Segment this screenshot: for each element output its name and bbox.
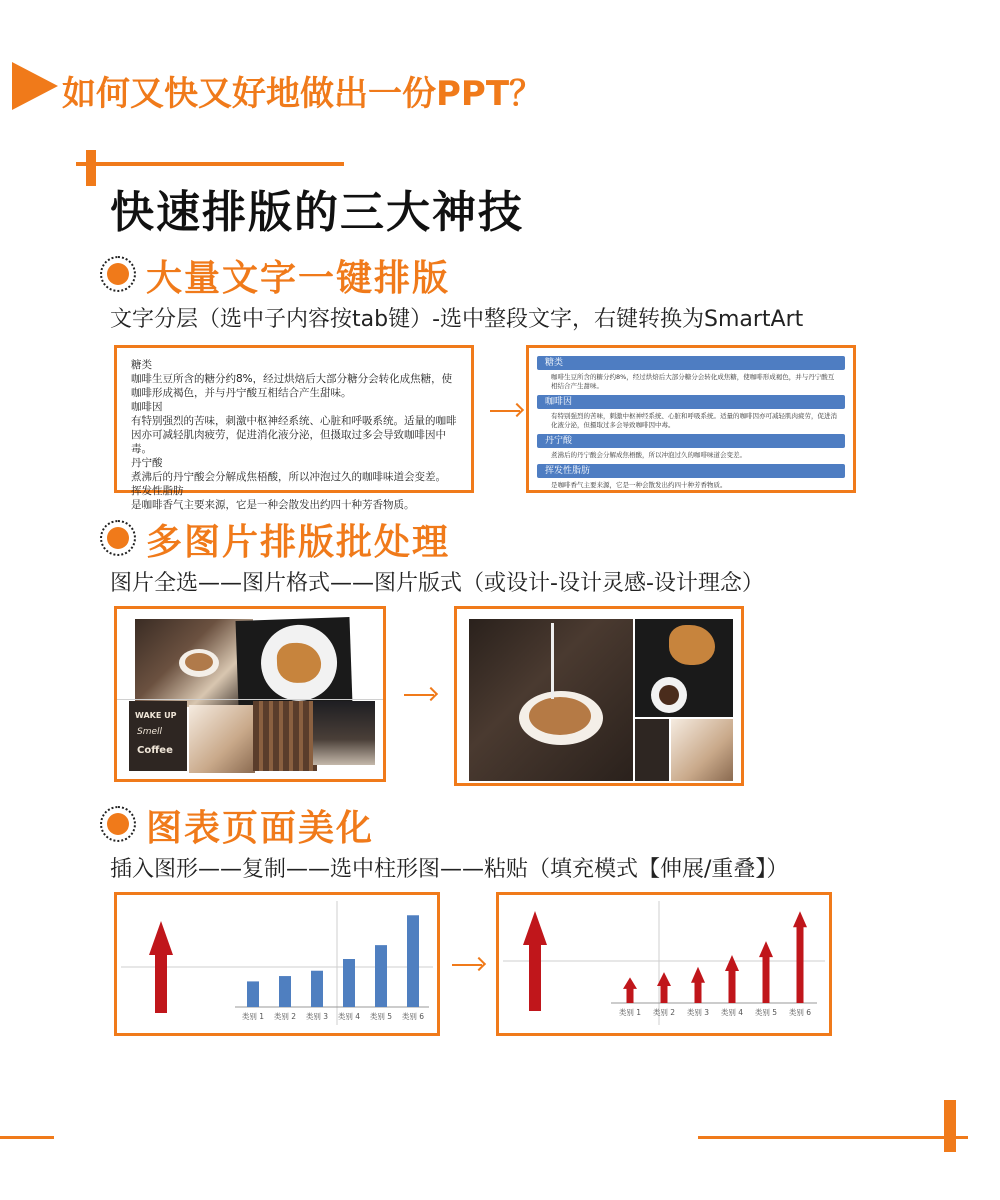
- smartart-item-4: 是咖啡香气主要来源，它是一种会散发出约四十种芳香物质。: [551, 481, 727, 489]
- bar-3: [691, 967, 705, 1003]
- smartart-head-1: 糖类: [537, 356, 845, 370]
- sign-text-1: WAKE UP: [135, 711, 177, 720]
- bar-2: [279, 976, 291, 1007]
- transform-arrow-2: [404, 694, 434, 696]
- footer-bar-right: [944, 1100, 956, 1152]
- section-3-title: 图表页面美化: [146, 808, 375, 849]
- section-1-title: 大量文字一键排版: [146, 258, 451, 299]
- section-3-subtitle: 插入图形——复制——选中柱形图——粘贴（填充模式【伸展/重叠】）: [110, 857, 789, 882]
- after-pictures-slide: [454, 606, 744, 786]
- footer-line-right: [698, 1136, 968, 1139]
- title-deco-line: [76, 162, 344, 166]
- header-play-icon: [12, 62, 58, 110]
- tick-label-4: 类别 4: [720, 1008, 744, 1017]
- before-pictures-slide: [114, 606, 386, 782]
- before-body-3: 煮沸后的丹宁酸会分解成焦梧酸，所以冲泡过久的咖啡味道会变差。: [131, 471, 446, 483]
- bar-6: [407, 915, 419, 1007]
- woman-drinking-photo: [189, 705, 255, 773]
- croissant-small-photo: [635, 619, 733, 717]
- before-chart-slide: [114, 892, 440, 1036]
- smartart-item-3: 煮沸后的丹宁酸会分解成焦梧酸，所以冲泡过久的咖啡味道会变差。: [551, 451, 746, 459]
- bar-5: [375, 945, 387, 1007]
- before-text-slide: [114, 345, 474, 511]
- tick-label-5: 类别 5: [754, 1008, 778, 1017]
- before-body-2: 有特别强烈的苦味，刺激中枢神经系统、心脏和呼吸系统。适量的咖啡因亦可减轻肌肉疲劳，促进消化液分泌，但摄取过多会导致咖啡因中毒。: [131, 415, 457, 455]
- title-deco-vertical: [86, 150, 96, 186]
- bar-1: [623, 977, 637, 1003]
- smartart-head-3: 丹宁酸: [537, 434, 845, 448]
- before-head-3: 丹宁酸: [131, 457, 163, 469]
- tick-label-1: 类别 1: [241, 1012, 265, 1021]
- smartart-item-1: 咖啡生豆所含的糖分约8%，经过烘焙后大部分糖分会转化成焦糖，使咖啡形成褐色，并与丹宁酸互相结合产生甜味。: [551, 373, 835, 390]
- bar-4: [343, 959, 355, 1007]
- before-head-4: 挥发性脂肪: [131, 485, 184, 497]
- footer-line-left: [0, 1136, 54, 1139]
- sign-small-photo: [635, 719, 669, 781]
- bar-6: [793, 911, 807, 1003]
- before-head-2: 咖啡因: [131, 401, 163, 413]
- sign-text-2: Smell: [137, 727, 163, 737]
- tick-label-4: 类别 4: [337, 1012, 361, 1021]
- smartart-head-2: 咖啡因: [537, 395, 845, 409]
- transform-arrow-3: [452, 964, 482, 966]
- cafe-wall-photo: [253, 701, 317, 771]
- tick-label-3: 类别 3: [686, 1008, 710, 1017]
- after-chart: [499, 895, 829, 1033]
- tick-label-1: 类别 1: [618, 1008, 642, 1017]
- latte-large-photo: [469, 619, 633, 781]
- tick-label-5: 类别 5: [369, 1012, 393, 1021]
- cafe-counter-photo: [313, 701, 375, 765]
- after-smartart-slide: [526, 345, 856, 493]
- coffee-sign-photo: [129, 701, 187, 771]
- bar-3: [311, 971, 323, 1007]
- smartart-item-2: 有特别强烈的苦味，刺激中枢神经系统、心脏和呼吸系统。适量的咖啡因亦可减轻肌肉疲劳，促进消化液分泌，但摄取过多会导致咖啡因中毒。: [551, 412, 837, 429]
- before-body-1: 咖啡生豆所含的糖分约8%，经过烘焙后大部分糖分会转化成焦糖，使咖啡形成褐色，并与丹宁酸互相结合产生甜味。: [131, 373, 453, 399]
- section-2-subtitle: 图片全选——图片格式——图片版式（或设计-设计灵感-设计理念）: [110, 571, 764, 596]
- section-2-title: 多图片排版批处理: [146, 522, 451, 563]
- before-chart: [117, 895, 437, 1033]
- header-title: 如何又快又好地做出一份PPT？: [62, 74, 544, 114]
- bar-4: [725, 955, 739, 1003]
- tick-label-2: 类别 2: [273, 1012, 297, 1021]
- page-title: 快速排版的三大神技: [110, 187, 524, 238]
- bar-5: [759, 941, 773, 1003]
- before-text-block: [131, 358, 457, 512]
- croissant-photo: [236, 617, 353, 707]
- smartart-head-4: 挥发性脂肪: [537, 464, 845, 478]
- woman-small-photo: [671, 719, 733, 781]
- tick-label-6: 类别 6: [401, 1012, 425, 1021]
- section-3-bullet-icon: [100, 806, 136, 842]
- after-chart-slide: [496, 892, 832, 1036]
- bar-1: [247, 981, 259, 1007]
- section-1-subtitle: 文字分层（选中子内容按tab键）-选中整段文字，右键转换为SmartArt: [110, 307, 804, 332]
- section-2-bullet-icon: [100, 520, 136, 556]
- sign-text-3: Coffee: [137, 745, 173, 756]
- tick-label-2: 类别 2: [652, 1008, 676, 1017]
- before-body-4: 是咖啡香气主要来源，它是一种会散发出约四十种芳香物质。: [131, 499, 415, 511]
- before-head-1: 糖类: [131, 359, 152, 371]
- tick-label-3: 类别 3: [305, 1012, 329, 1021]
- tick-label-6: 类别 6: [788, 1008, 812, 1017]
- transform-arrow-1: [490, 410, 520, 412]
- section-1-bullet-icon: [100, 256, 136, 292]
